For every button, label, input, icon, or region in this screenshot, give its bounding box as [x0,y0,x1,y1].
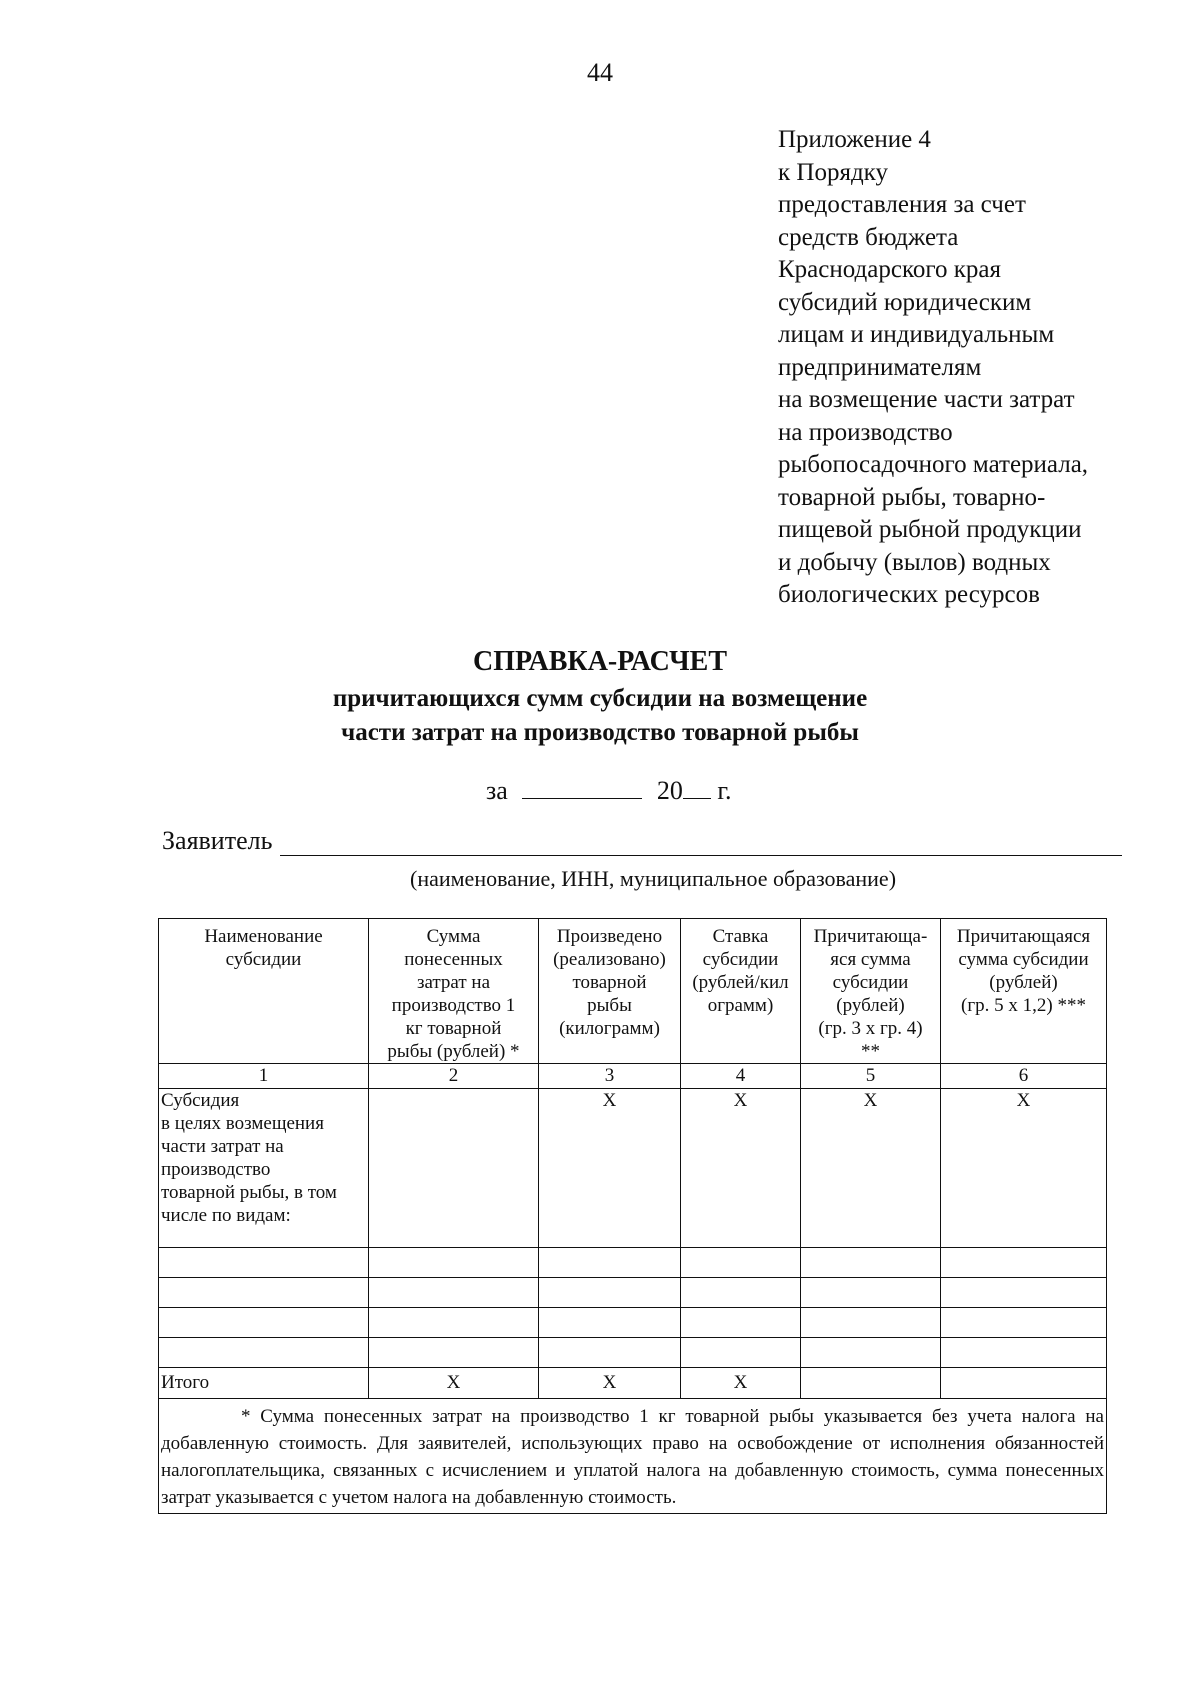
appendix-line: и добычу (вылов) водных [778,548,1051,576]
header-line: (гр. 5 х 1,2) *** [961,995,1086,1016]
header-line: понесенных [404,949,503,970]
header-line: (реализовано) [553,949,666,970]
header-line: сумма субсидии [958,949,1089,970]
period-blank[interactable] [522,776,642,799]
column-number: 1 [159,1064,369,1089]
appendix-line: средств бюджета [778,223,959,251]
appendix-line: рыбопосадочного материала, [778,451,1089,478]
table-row-empty [159,1308,1107,1338]
appendix-line: на производство [778,418,953,446]
subsidy-name-line: в целях возмещения [161,1113,324,1134]
period-prefix: за [486,776,508,805]
header-line: Ставка [712,926,769,947]
header-line: субсидии [225,949,302,970]
period-suffix: г. [717,776,732,805]
reporting-period [486,776,732,806]
table-cell[interactable] [369,1278,539,1308]
table-cell[interactable] [539,1308,681,1338]
subsidy-name-line: Субсидия [161,1090,240,1111]
applicant-field [162,826,1122,856]
subsidy-rate-cell: Х [681,1089,801,1248]
appendix-line: лицам и индивидуальным [778,321,1055,348]
appendix-line: биологических ресурсов [778,581,1040,608]
table-cell[interactable] [801,1338,941,1368]
applicant-blank[interactable] [280,831,1122,856]
header-line: (рублей/кил [692,972,789,993]
table-cell[interactable] [539,1338,681,1368]
column-number: 6 [941,1064,1107,1089]
document-subtitle-line-1: причитающихся сумм субсидии на возмещение [332,685,868,712]
header-line: кг товарной [405,1018,502,1039]
appendix-line: Краснодарского края [778,256,1001,283]
table-cell[interactable] [159,1308,369,1338]
header-line: Причитающа- [813,926,928,947]
header-subsidy-rate [681,919,801,1064]
header-line: (гр. 3 х гр. 4) [818,1018,923,1039]
header-line: ограмм) [707,995,774,1016]
header-line: рыбы [587,995,632,1016]
header-subsidy-name [159,919,369,1064]
header-line: яся сумма [830,949,911,970]
subsidy-name-line: товарной рыбы, в том [161,1182,337,1203]
column-number: 4 [681,1064,801,1089]
header-line: производство 1 [391,995,516,1016]
table-cell[interactable] [801,1278,941,1308]
subsidy-name-line: производство [161,1159,271,1180]
table-cell[interactable] [681,1278,801,1308]
header-cost-per-kg [369,919,539,1064]
subsidy-name-line: части затрат на [161,1136,284,1157]
table-row-empty [159,1278,1107,1308]
document-title: СПРАВКА-РАСЧЕТ [472,646,728,677]
header-line: Причитающаяся [956,926,1091,947]
footnote-cell [159,1399,1107,1514]
table-row-empty [159,1338,1107,1368]
header-line: ** [861,1041,880,1062]
table-cell[interactable] [369,1248,539,1278]
subsidy-name-cell [159,1089,369,1248]
appendix-line: на возмещение части затрат [778,386,1075,413]
column-number: 3 [539,1064,681,1089]
header-line: товарной [572,972,647,993]
document-subtitle-line-2: части затрат на производство товарной рыбы [341,719,859,746]
header-line: субсидии [702,949,779,970]
table-row-empty [159,1248,1107,1278]
table-cell[interactable] [159,1248,369,1278]
table-cell[interactable] [941,1248,1107,1278]
total-amount-adjusted-cell[interactable] [941,1368,1107,1399]
subsidy-produced-cell: Х [539,1089,681,1248]
table-cell[interactable] [539,1278,681,1308]
header-line: субсидии [832,972,909,993]
table-cell[interactable] [681,1338,801,1368]
table-cell[interactable] [539,1248,681,1278]
appendix-reference [778,124,1178,612]
total-amount-cell[interactable] [801,1368,941,1399]
header-subsidy-amount-adjusted [941,919,1107,1064]
table-cell[interactable] [941,1338,1107,1368]
header-line: Произведено [556,926,663,947]
appendix-line: предпринимателям [778,353,982,381]
table-cell[interactable] [681,1248,801,1278]
table-cell[interactable] [681,1308,801,1338]
total-cost-cell: Х [369,1368,539,1399]
table-cell[interactable] [369,1308,539,1338]
header-produced-quantity [539,919,681,1064]
table-cell[interactable] [159,1278,369,1308]
subsidy-name-line: числе по видам: [161,1205,291,1226]
applicant-hint: (наименование, ИНН, муниципальное образование) [410,866,897,891]
table-header-row [159,919,1107,1064]
subsidy-cost-cell[interactable] [369,1089,539,1248]
subsidy-amount-adjusted-cell: Х [941,1089,1107,1248]
header-line: Сумма [426,926,481,947]
period-year-prefix: 20 [656,776,683,805]
column-number: 2 [369,1064,539,1089]
appendix-line: Приложение 4 [778,126,931,153]
table-cell[interactable] [941,1278,1107,1308]
column-number: 5 [801,1064,941,1089]
document-subtitle [0,682,1200,750]
header-line: рыбы (рублей) * [387,1041,520,1062]
subsidy-amount-cell: Х [801,1089,941,1248]
total-produced-cell: Х [539,1368,681,1399]
applicant-label: Заявитель [162,826,273,855]
appendix-line: к Порядку [778,158,888,186]
column-number-row [159,1064,1107,1089]
table-cell[interactable] [801,1248,941,1278]
total-rate-cell: Х [681,1368,801,1399]
header-line: (рублей) [989,972,1058,993]
table-row-subsidy [159,1089,1107,1248]
table-row-footnote [159,1399,1107,1514]
appendix-line: предоставления за счет [778,191,1026,218]
header-line: (килограмм) [559,1018,660,1039]
total-label: Итого [159,1368,369,1399]
table-cell[interactable] [159,1338,369,1368]
footnote-text: * Сумма понесенных затрат на производство 1 кг товарной рыбы указывается без учета налога на добавленную стоимость. Для заявителей, использующих право на освобождение от исполнения обязанностей налогоплательщика, связанных с исчислением и уплатой налога на добавленную стоимость, сумма понесенных затрат указывается с учетом налога на добавленную стоимость. [161,1406,1104,1508]
table-cell[interactable] [369,1338,539,1368]
header-line: (рублей) [836,995,905,1016]
table-row-total [159,1368,1107,1399]
table-cell[interactable] [941,1308,1107,1338]
subsidy-calculation-table [158,918,1107,1514]
table-cell[interactable] [801,1308,941,1338]
year-blank[interactable] [683,776,711,799]
page-number: 44 [587,58,613,87]
header-line: Наименование [204,926,323,947]
header-subsidy-amount [801,919,941,1064]
header-line: затрат на [416,972,491,993]
appendix-line: субсидий юридическим [778,288,1032,316]
appendix-line: товарной рыбы, товарно- [778,483,1046,511]
appendix-line: пищевой рыбной продукции [778,516,1082,543]
